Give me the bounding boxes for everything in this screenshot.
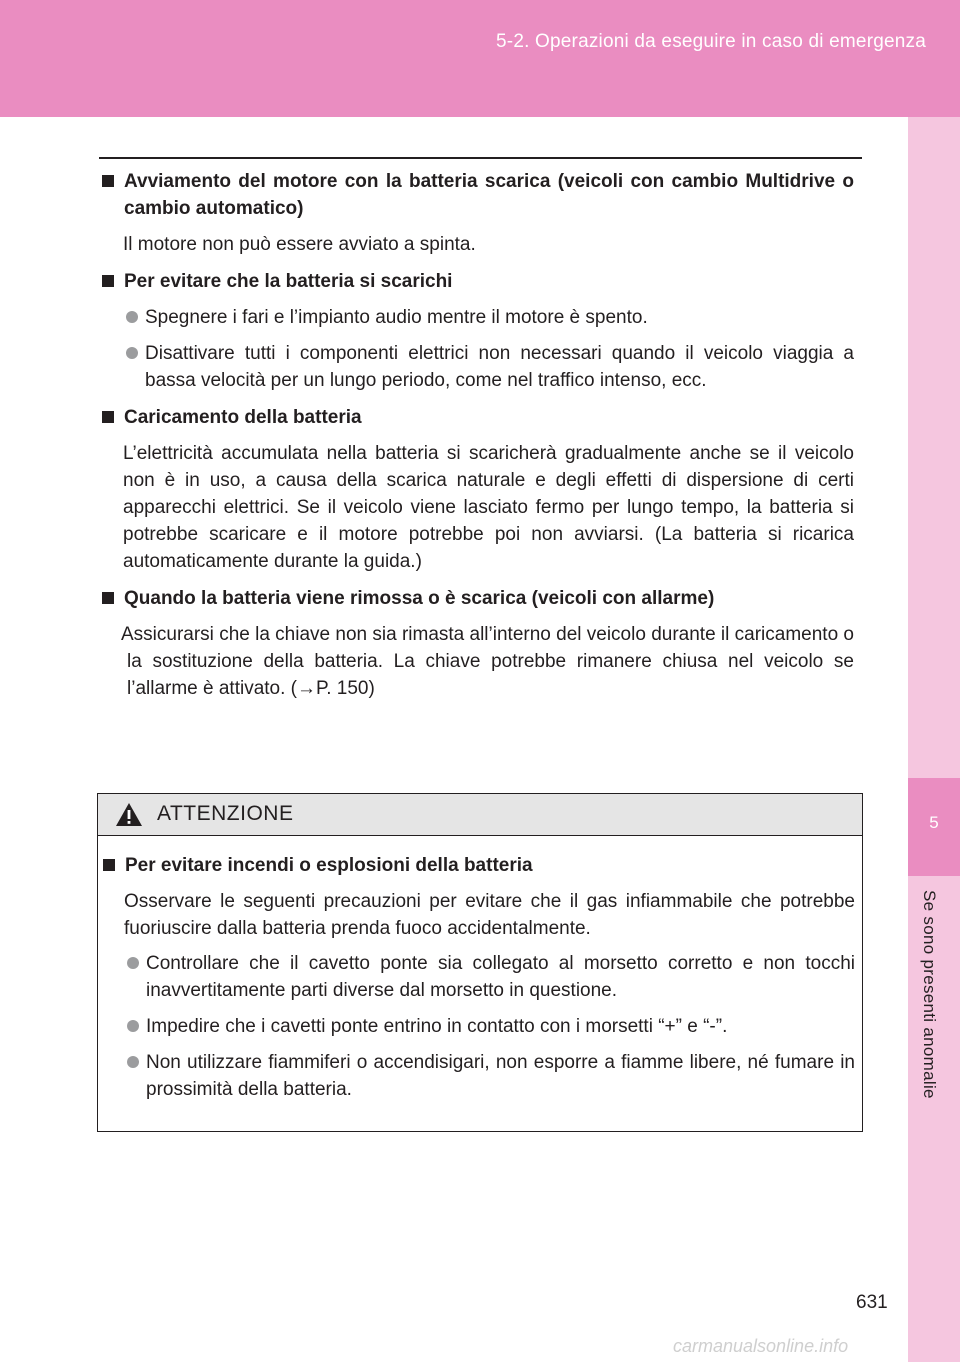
round-bullet-icon: [127, 957, 139, 969]
square-bullet-icon: [102, 275, 114, 287]
warning-triangle-icon: [115, 802, 143, 827]
round-bullet-icon: [126, 347, 138, 359]
section-prevent-discharge: [99, 268, 854, 394]
section-dead-battery-start: [99, 168, 854, 258]
round-bullet-icon: [127, 1020, 139, 1032]
list-item: [99, 304, 854, 331]
section-heading-text: Caricamento della batteria: [124, 407, 362, 428]
list-item: [100, 1013, 855, 1040]
main-content: [99, 168, 854, 712]
section-heading: [99, 168, 854, 222]
round-bullet-icon: [127, 1056, 139, 1068]
warning-title: ATTENZIONE: [157, 802, 294, 825]
section-paragraph: Assicurarsi che la chiave non sia rimasta all’interno del veicolo durante il caricamento o la sostituzione della batteria. La chiave potrebbe rimanere chiusa nel veicolo se l’allarme è attivato. (→P. 150): [121, 624, 854, 699]
list-item-text: Impedire che i cavetti ponte entrino in contatto con i morsetti “+” e “-”.: [146, 1016, 728, 1037]
section-heading-text: Avviamento del motore con la batteria scarica (veicoli con cambio Multidrive o cambio automatico): [124, 171, 854, 219]
list-item-text: Controllare che il cavetto ponte sia collegato al morsetto corretto e non tocchi inavvertitamente parti diverse dal morsetto in questione.: [146, 953, 855, 1001]
warning-body: [100, 852, 855, 1112]
page-header-title: 5-2. Operazioni da eseguire in caso di emergenza: [496, 31, 926, 52]
section-heading-text: Per evitare che la batteria si scarichi: [124, 271, 453, 292]
list-item-text: Non utilizzare fiammiferi o accendisigari, non esporre a fiamme libere, né fumare in prossimità della batteria.: [146, 1052, 855, 1100]
chapter-side-tab: [908, 117, 960, 1362]
section-paragraph: L’elettricità accumulata nella batteria si scaricherà gradualmente anche se il veicolo non è in uso, a causa della scarica naturale e degli effetti di dispersione di certi apparecchi elettrici. Se il veicolo viene lasciato fermo per lungo tempo, la batteria si potrebbe scaricare e il motore potrebbe poi non avviarsi. (La batteria si ricarica automaticamente durante la guida.): [123, 443, 854, 572]
square-bullet-icon: [102, 592, 114, 604]
warning-paragraph: Osservare le seguenti precauzioni per evitare che il gas infiammabile che potrebbe fuoriuscire dalla batteria prenda fuoco accidentalmente.: [124, 891, 855, 939]
section-paragraph: Il motore non può essere avviato a spinta.: [123, 234, 476, 255]
chapter-label: Se sono presenti anomalie: [920, 890, 939, 1099]
list-item-text: Spegnere i fari e l’impianto audio mentre il motore è spento.: [145, 307, 648, 328]
page-number: 631: [856, 1292, 888, 1313]
section-battery-charging: [99, 404, 854, 575]
warning-heading: [100, 852, 855, 879]
warning-box: [97, 793, 863, 1132]
list-item: [99, 340, 854, 394]
list-item: [100, 1049, 855, 1103]
chapter-number: 5: [929, 813, 939, 832]
section-heading: [99, 268, 854, 295]
square-bullet-icon: [102, 175, 114, 187]
section-divider: [99, 157, 862, 159]
section-heading: [99, 404, 854, 431]
section-battery-removed-alarm: [99, 585, 854, 702]
header-band: [0, 0, 960, 117]
list-item: [100, 950, 855, 1004]
square-bullet-icon: [102, 411, 114, 423]
warning-heading-text: Per evitare incendi o esplosioni della batteria: [125, 855, 533, 876]
round-bullet-icon: [126, 311, 138, 323]
section-heading: [99, 585, 854, 612]
list-item-text: Disattivare tutti i componenti elettrici non necessari quando il veicolo viaggia a bassa velocità per un lungo periodo, come nel traffico intenso, ecc.: [145, 343, 854, 391]
section-heading-text: Quando la batteria viene rimossa o è scarica (veicoli con allarme): [124, 588, 715, 609]
warning-header: [98, 794, 862, 836]
watermark: carmanualsonline.info: [673, 1336, 849, 1356]
square-bullet-icon: [103, 859, 115, 871]
